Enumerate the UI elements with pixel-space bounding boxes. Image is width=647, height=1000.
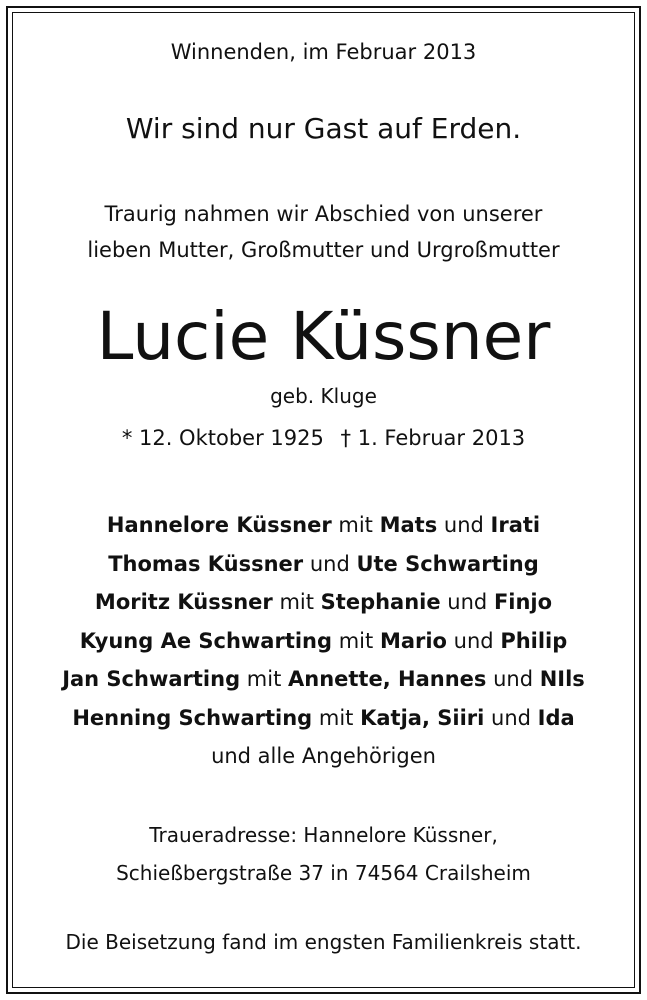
mourner-name: Irati — [490, 513, 541, 537]
connector-text: und — [303, 551, 357, 576]
mourner-row — [0, 545, 647, 584]
death-date: † 1. Februar 2013 — [340, 426, 526, 450]
connector-text: und — [440, 590, 494, 614]
address-line: Schießbergstraße 37 in 74564 Crailsheim — [116, 861, 531, 885]
mourner-name: Katja, Siiri — [360, 705, 485, 730]
mourner-name: Stephanie — [320, 590, 441, 614]
mourner-name: NIls — [539, 667, 585, 691]
connector-text: und — [447, 628, 501, 653]
connector-text: und — [486, 667, 540, 691]
mourning-address — [0, 816, 647, 892]
mourner-name: Henning Schwarting — [72, 705, 313, 730]
mourner-name: Hannelore Küssner — [106, 513, 332, 537]
deceased-name: Lucie Küssner — [96, 298, 551, 375]
maiden-name: geb. Kluge — [270, 384, 377, 408]
mourner-name: Philip — [500, 628, 568, 653]
mourner-row — [0, 699, 647, 738]
mourner-name: Kyung Ae Schwarting — [79, 628, 333, 653]
connector-text: mit — [240, 667, 288, 691]
connector-text: mit — [331, 513, 380, 537]
connector-text: mit — [332, 628, 380, 653]
mourner-name: Jan Schwarting — [62, 667, 241, 691]
birth-date: * 12. Oktober 1925 — [121, 426, 324, 450]
mourner-name: Thomas Küssner — [108, 551, 304, 576]
address-line: Traueradresse: Hannelore Küssner, — [149, 823, 498, 847]
mourner-row — [0, 660, 647, 699]
mourners-list — [0, 506, 647, 737]
mourner-row — [0, 583, 647, 622]
relatives-line: und alle Angehörigen — [211, 744, 436, 768]
life-dates — [0, 426, 647, 450]
mourner-name: Mario — [379, 628, 447, 653]
place-date: Winnenden, im Februar 2013 — [170, 40, 477, 64]
mourner-row — [0, 506, 647, 545]
connector-text: mit — [312, 705, 361, 730]
motto: Wir sind nur Gast auf Erden. — [125, 112, 522, 145]
connector-text: mit — [272, 590, 321, 614]
mourner-name: Ute Schwarting — [356, 551, 539, 576]
mourner-row — [0, 622, 647, 661]
intro-line: Traurig nahmen wir Abschied von unserer — [104, 202, 543, 226]
intro-line: lieben Mutter, Großmutter und Urgroßmutter — [87, 238, 560, 262]
mourner-name: Finjo — [493, 590, 553, 614]
mourner-name: Ida — [537, 705, 575, 730]
mourner-name: Moritz Küssner — [94, 590, 273, 614]
connector-text: und — [484, 705, 538, 730]
funeral-note: Die Beisetzung fand im engsten Familienkreis statt. — [65, 930, 582, 954]
intro-text — [0, 196, 647, 268]
mourner-name: Mats — [379, 513, 438, 537]
mourner-name: Annette, Hannes — [288, 667, 487, 691]
connector-text: und — [437, 513, 491, 537]
